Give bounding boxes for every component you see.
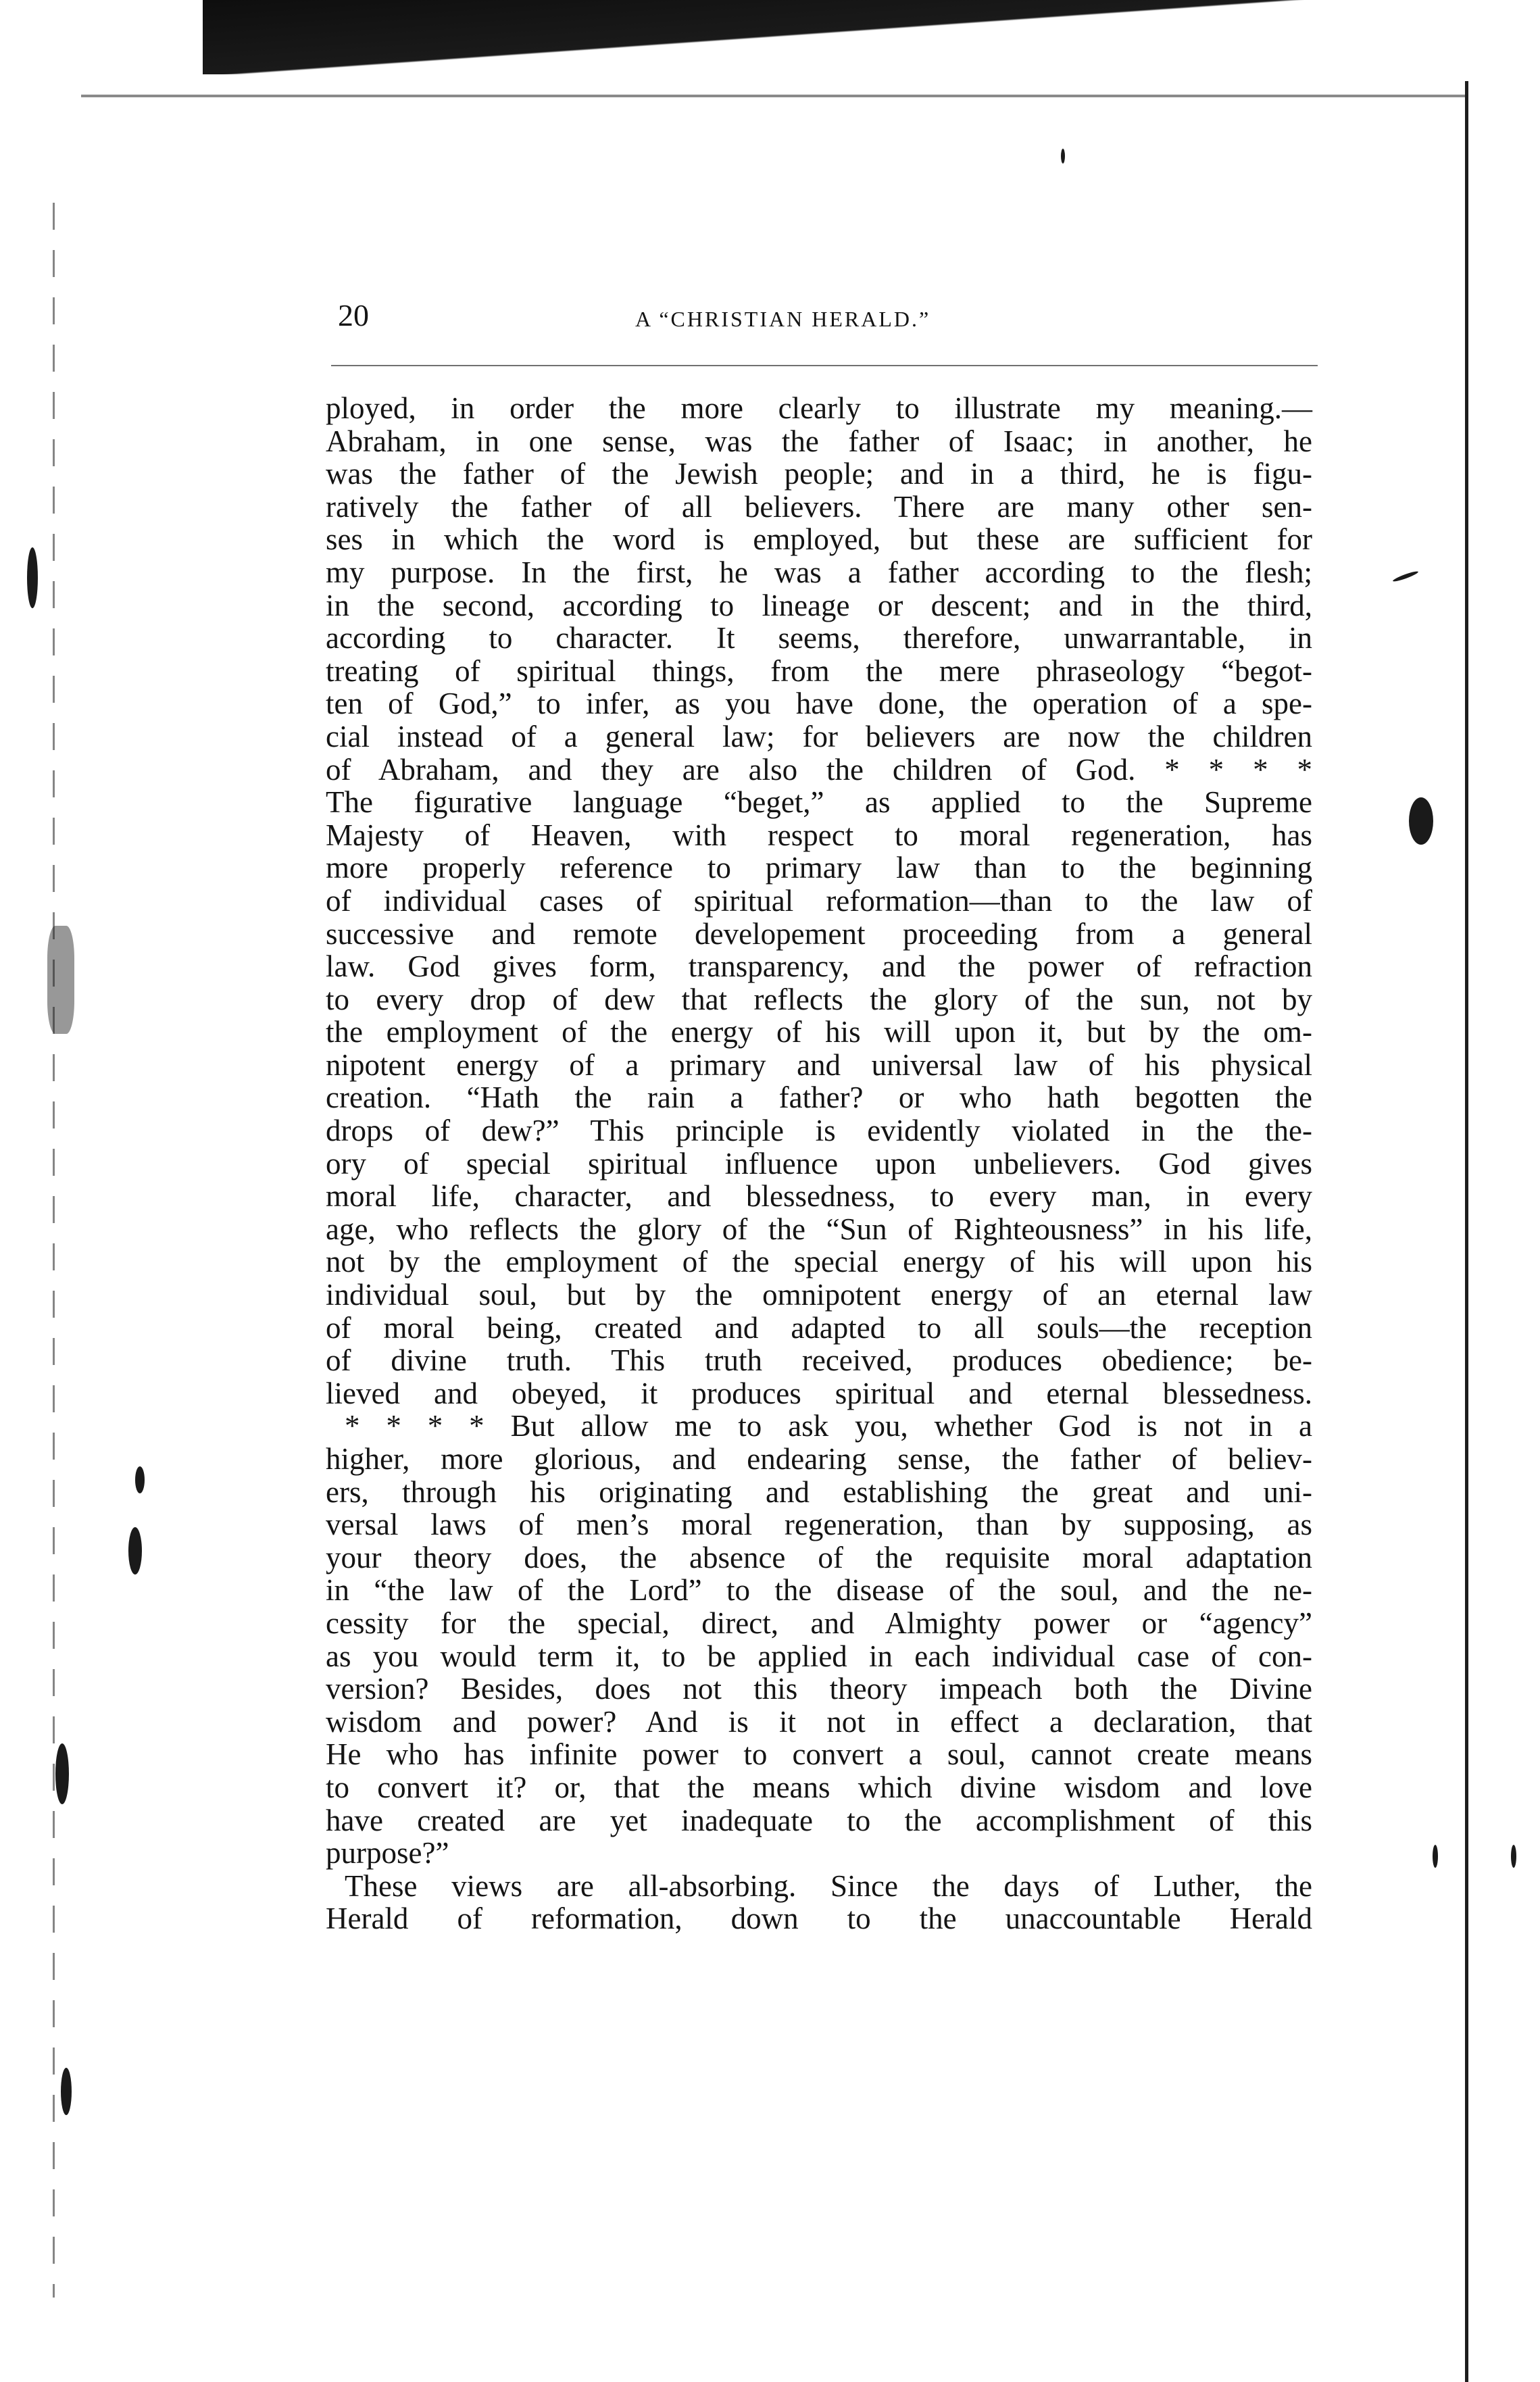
text-line: Herald of reformation, down to the unaccountable Herald [326,1902,1312,1936]
text-line: purpose?” [326,1836,449,1870]
text-line: of individual cases of spiritual reformation—than to the law of [326,883,1312,918]
text-line: drops of dew?” This principle is evidently violated in the the- [326,1114,1312,1148]
speck [1409,797,1433,845]
text-line: ers, through his originating and establishing the great and uni- [326,1474,1312,1509]
text-line: law. God gives form, transparency, and the power of refraction [326,949,1312,984]
speck [27,547,38,608]
text-line: These views are all-absorbing. Since the days of Luther, the [345,1868,1312,1903]
text-line: * * * * But allow me to ask you, whether God is not in a [345,1409,1312,1443]
scan-top-rule [81,95,1466,97]
text-line: higher, more glorious, and endearing sense, the father of believ- [326,1442,1312,1476]
text-line: was the father of the Jewish people; and in a third, he is figu- [326,457,1312,491]
text-line: cessity for the special, direct, and Almighty power or “agency” [326,1606,1312,1640]
text-line: The figurative language “beget,” as applied to the Supreme [326,785,1312,820]
scan-right-rule [1465,81,1468,2382]
text-line: ployed, in order the more clearly to illustrate my meaning.— [326,391,1312,425]
speck [61,2068,72,2115]
speck [1511,1845,1516,1868]
text-line: as you would term it, to be applied in each individual case of con- [326,1639,1312,1673]
scan-left-rule [53,203,55,2298]
text-line: in the second, according to lineage or descent; and in the third, [326,588,1312,622]
text-line: to convert it? or, that the means which divine wisdom and love [326,1770,1312,1804]
speck [128,1527,142,1574]
text-line: wisdom and power? And is it not in effect a declaration, that [326,1704,1312,1739]
text-line: of divine truth. This truth received, produces obedience; be- [326,1343,1312,1378]
text-line: creation. “Hath the rain a father? or who hath begotten the [326,1081,1312,1115]
text-line: have created are yet inadequate to the accomplishment of this [326,1803,1312,1837]
scan-dark-edge [203,0,1540,74]
speck [1433,1845,1438,1868]
running-title: A “CHRISTIAN HERALD.” [635,307,931,331]
text-line: treating of spiritual things, from the mere phraseology “begot- [326,653,1312,688]
text-line: individual soul, but by the omnipotent energy of an eternal law [326,1278,1312,1312]
text-line: age, who reflects the glory of the “Sun of Righteousness” in his life, [326,1212,1312,1246]
text-line: He who has infinite power to convert a soul, cannot create means [326,1737,1312,1772]
text-line: more properly reference to primary law than to the beginning [326,851,1312,885]
speck [47,926,74,1034]
body-text [326,392,1312,1935]
text-line: of moral being, created and adapted to all souls—the reception [326,1310,1312,1345]
text-line: ten of God,” to infer, as you have done, the operation of a spe- [326,687,1312,721]
text-line: Abraham, in one sense, was the father of Isaac; in another, he [326,424,1312,458]
speck [1061,149,1065,164]
text-line: your theory does, the absence of the requisite moral adaptation [326,1540,1312,1574]
header-rule [331,365,1318,366]
text-line: ory of special spiritual influence upon unbelievers. God gives [326,1146,1312,1181]
speck [1392,570,1419,582]
text-line: cial instead of a general law; for believers are now the children [326,719,1312,753]
text-line: the employment of the energy of his will upon it, but by the om- [326,1015,1312,1049]
text-line: lieved and obeyed, it produces spiritual and eternal blessedness. [326,1376,1312,1410]
text-line: of Abraham, and they are also the children of God. * * * * [326,752,1312,787]
text-line: my purpose. In the first, he was a father according to the flesh; [326,555,1312,589]
text-line: moral life, character, and blessedness, to every man, in every [326,1179,1312,1214]
speck [135,1466,145,1493]
text-line: in “the law of the Lord” to the disease of the soul, and the ne- [326,1573,1312,1608]
page-number: 20 [338,298,369,332]
text-line: successive and remote developement proceeding from a general [326,916,1312,951]
text-line: to every drop of dew that reflects the glory of the sun, not by [326,982,1312,1016]
text-line: versal laws of men’s moral regeneration, than by supposing, as [326,1508,1312,1542]
text-line: Majesty of Heaven, with respect to moral regeneration, has [326,818,1312,852]
text-line: version? Besides, does not this theory impeach both the Divine [326,1672,1312,1706]
speck [55,1743,69,1804]
text-line: nipotent energy of a primary and universal law of his physical [326,1047,1312,1082]
text-line: not by the employment of the special energy of his will upon his [326,1245,1312,1279]
text-line: according to character. It seems, therefore, unwarrantable, in [326,621,1312,655]
text-line: ses in which the word is employed, but these are sufficient for [326,522,1312,557]
text-line: ratively the father of all believers. There are many other sen- [326,489,1312,524]
